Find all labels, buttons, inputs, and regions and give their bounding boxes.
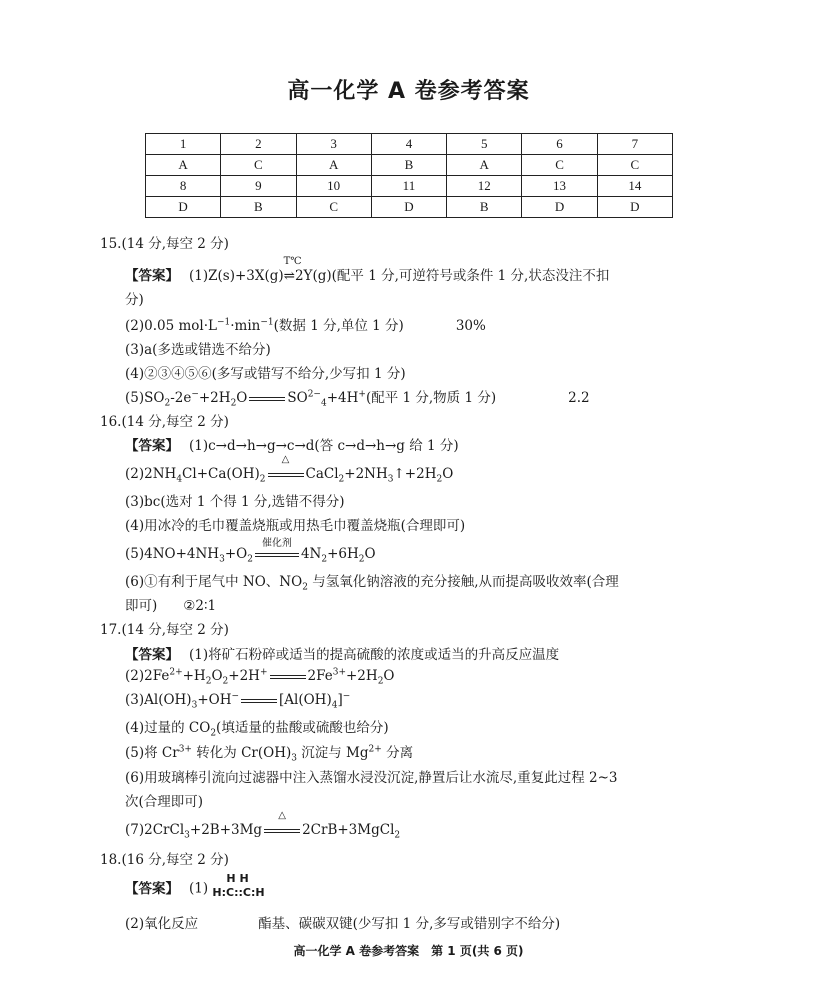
equals-sign bbox=[249, 397, 285, 401]
table-cell: D bbox=[146, 197, 221, 218]
q16-line5: $(5)4NO+4NH_3+O_2$ 催化剂 $4N_2+6H_2O$ bbox=[125, 546, 376, 562]
q17-line1: 【答案】 (1)将矿石粉碎或适当的提高硫酸的浓度或适当的升高反应温度 bbox=[125, 647, 560, 663]
table-cell: 2 bbox=[221, 134, 296, 155]
table-cell: C bbox=[522, 155, 597, 176]
table-cell: 11 bbox=[371, 176, 446, 197]
table-cell: B bbox=[221, 197, 296, 218]
table-row bbox=[146, 197, 673, 218]
table-cell: A bbox=[296, 155, 371, 176]
table-cell: C bbox=[597, 155, 672, 176]
q15-line2: (2)0.05 $mol\cdot L^{-1}\cdot\min^{-1}$(数据 1 分,单位 1 分) 30% bbox=[125, 317, 486, 334]
table-cell: 5 bbox=[447, 134, 522, 155]
q16-line3: (3)bc(选对 1 个得 1 分,选错不得分) bbox=[125, 494, 345, 510]
table-cell: 1 bbox=[146, 134, 221, 155]
answer-tag: 【答案】 bbox=[125, 880, 179, 897]
q17-heading: 17.(14 分,每空 2 分) bbox=[100, 622, 229, 638]
eq-part: 2Y(g)(配平 1 分,可逆符号或条件 1 分,状态没注不扣 bbox=[294, 268, 610, 284]
q18-heading: 18.(16 分,每空 2 分) bbox=[100, 852, 229, 868]
answer-tag: 【答案】 bbox=[125, 438, 179, 454]
table-cell: 13 bbox=[522, 176, 597, 197]
q15-line5: $(5)SO_2-2e^-+2H_2O$ $SO^{2-}_4+4H^+$(配平 1 分,物质 1 分) 2.2 bbox=[125, 389, 590, 409]
condition: △ bbox=[281, 454, 290, 465]
answer-tag: 【答案】 bbox=[125, 647, 179, 663]
q15-line1 bbox=[125, 256, 610, 284]
q16-line6: (6)①有利于尾气中 NO、$NO_2$ 与氢氧化钠溶液的充分接触,从而提高吸收效率(合理 bbox=[125, 574, 619, 593]
page-footer: 高一化学 A 卷参考答案 第 1 页(共 6 页) bbox=[293, 944, 524, 958]
q15-line4: (4)②③④⑤⑥(多写或错写不给分,少写扣 1 分) bbox=[125, 366, 406, 382]
page-title: 高一化学 A 卷参考答案 bbox=[287, 79, 530, 104]
table-cell: 6 bbox=[522, 134, 597, 155]
heat-equals bbox=[262, 810, 302, 838]
q18-line2: (2)氧化反应 酯基、碳碳双键(少写扣 1 分,多写或错别字不给分) bbox=[125, 916, 561, 932]
q15-line3: (3)a(多选或错选不给分) bbox=[125, 342, 271, 358]
table-cell: 14 bbox=[597, 176, 672, 197]
catalyst-equals bbox=[253, 538, 301, 562]
eq-part: (1)Z(s)+3X(g) bbox=[189, 268, 284, 284]
table-cell: C bbox=[296, 197, 371, 218]
condition: 催化剂 bbox=[261, 538, 292, 549]
q16-line2: $(2)2NH_4Cl+Ca(OH)_2$ △ $CaCl_2+2NH_3↑+2H_2O$ bbox=[125, 454, 454, 485]
table-cell: 10 bbox=[296, 176, 371, 197]
q17-line4: (4)过量的 $CO_2$(填适量的盐酸或硫酸也给分) bbox=[125, 720, 389, 739]
answer-value: 30% bbox=[455, 318, 486, 334]
table-cell: 3 bbox=[296, 134, 371, 155]
condition: T℃ bbox=[283, 256, 302, 267]
answer-tag: 【答案】 bbox=[125, 268, 179, 284]
q17-line7: (7)2CrCl$_3$+2B+3Mg △ 2CrB+3MgCl$_2$ bbox=[125, 810, 401, 841]
table-cell: 7 bbox=[597, 134, 672, 155]
ethylene-lewis-structure: H H H:C::C:H bbox=[212, 872, 265, 899]
table-cell: D bbox=[371, 197, 446, 218]
table-cell: B bbox=[447, 197, 522, 218]
table-cell: A bbox=[447, 155, 522, 176]
table-row bbox=[146, 155, 673, 176]
q16-line4: (4)用冰冷的毛巾覆盖烧瓶或用热毛巾覆盖烧瓶(合理即可) bbox=[125, 518, 466, 534]
q17-line6: (6)用玻璃棒引流向过滤器中注入蒸馏水浸没沉淀,静置后让水流尽,重复此过程 2~3 bbox=[125, 770, 618, 786]
q17-line3: $(3)Al(OH)_3+OH^-$ $[Al(OH)_4]^-$ bbox=[125, 691, 351, 711]
q17-line6-cont: 次(合理即可) bbox=[125, 794, 204, 810]
table-cell: 8 bbox=[146, 176, 221, 197]
table-cell: D bbox=[522, 197, 597, 218]
answer-value: 2.2 bbox=[568, 390, 590, 406]
table-row bbox=[146, 134, 673, 155]
table-cell: A bbox=[146, 155, 221, 176]
table-row bbox=[146, 176, 673, 197]
table-cell: D bbox=[597, 197, 672, 218]
table-cell: C bbox=[221, 155, 296, 176]
q18-line1: 【答案】 (1) H H H:C::C:H bbox=[125, 876, 272, 902]
heat-equals bbox=[266, 454, 306, 482]
table-cell: B bbox=[371, 155, 446, 176]
q17-line5: (5)将 $Cr^{3+}$ 转化为 $Cr(OH)_3$ 沉淀与 $Mg^{2+}$ 分离 bbox=[125, 744, 414, 764]
reversible-arrow: T℃ ⇌ bbox=[283, 256, 302, 284]
q16-line1: 【答案】 (1)c→d→h→g→c→d(答 c→d→h→g 给 1 分) bbox=[125, 438, 459, 454]
answer-table bbox=[145, 133, 673, 218]
q16-heading: 16.(14 分,每空 2 分) bbox=[100, 414, 229, 430]
q16-line6-cont: 即可) ②2∶1 bbox=[125, 598, 217, 614]
table-cell: 12 bbox=[447, 176, 522, 197]
q15-heading: 15.(14 分,每空 2 分) bbox=[100, 236, 229, 252]
q17-line2: $(2)2Fe^{2+}+H_2O_2+2H^+$ $2Fe^{3+}+2H_2O$ bbox=[125, 667, 395, 687]
table-cell: 4 bbox=[371, 134, 446, 155]
condition: △ bbox=[278, 810, 286, 821]
q15-line1-cont: 分) bbox=[125, 292, 144, 308]
table-cell: 9 bbox=[221, 176, 296, 197]
